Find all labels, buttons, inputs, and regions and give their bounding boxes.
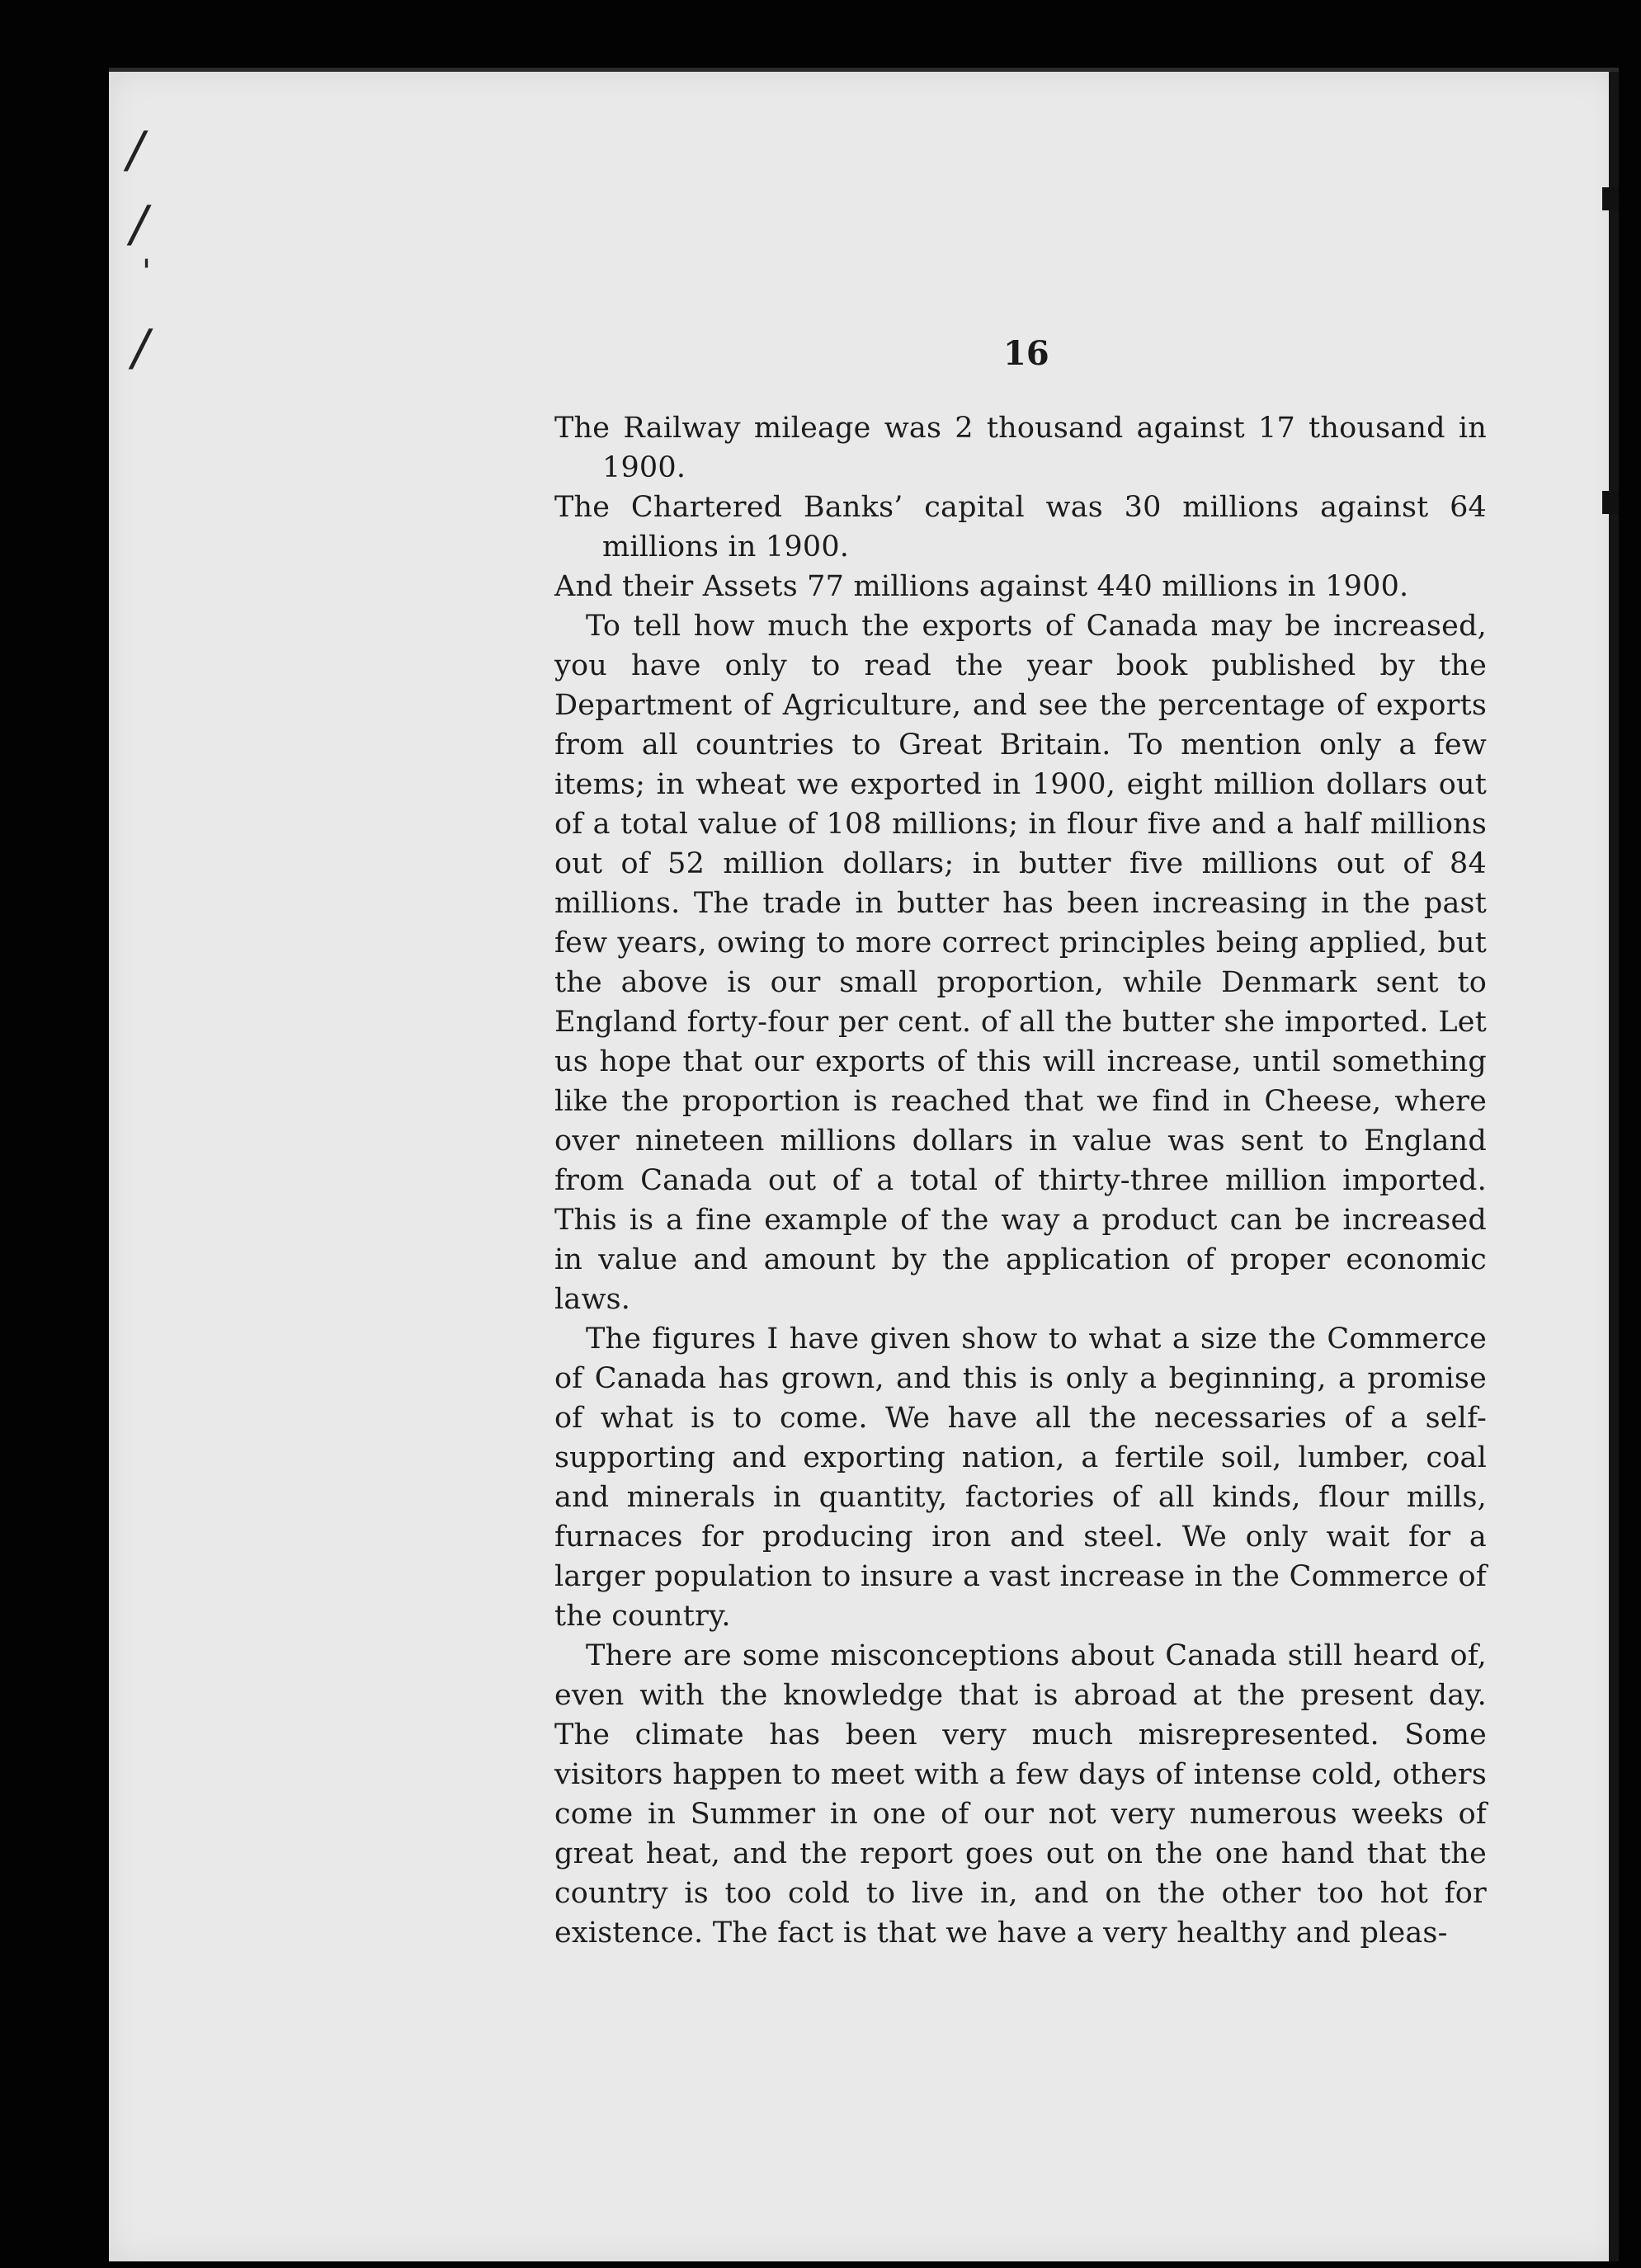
paragraph-climate: There are some misconceptions about Canada still heard of, even with the knowledge that is abroad at the present day. The climate has been very much misrepresented. Some visitors happen to meet with a few days of intense cold, others come in Summer in one of our not very numerous weeks of great heat, and the report goes out on the one hand that the country is too cold to live in, and on the other too hot for existence. The fact is that we have a very healthy and pleas- — [554, 1639, 1487, 1950]
stat-railway-mileage: The Railway mileage was 2 thousand against 17 thousand in 1900. — [554, 412, 1487, 484]
margin-pencil-mark-3: ' — [142, 253, 151, 291]
margin-pencil-mark-2: / — [130, 196, 148, 253]
stat-banks-assets: And their Assets 77 millions against 440 millions in 1900. — [554, 570, 1409, 603]
paragraph-exports: To tell how much the exports of Canada may be increased, you have only to read the year book published by the Department of Agriculture, and see the percentage of exports from all countries to Great Britain. To mention only a few items; in wheat we exported in 1900, eight million dollars out of a total value of 108 millions; in flour five and a half millions out of 52 million dollars; in butter five millions out of 84 millions. The trade in butter has been increasing in the past few years, owing to more correct principles being applied, but the above is our small proportion, while Denmark sent to England forty-four per cent. of all the butter she imported. Let us hope that our exports of this will increase, until something like the proportion is reached that we find in Cheese, where over nineteen millions dollars in value was sent to England from Canada out of a total of thirty-three million imported. This is a fine example of the way a product can be increased in value and amount by the application of proper economic laws. — [554, 610, 1487, 1316]
page-right-edge — [1609, 72, 1619, 2261]
margin-pencil-mark-4: / — [132, 319, 149, 377]
margin-pencil-mark-1: / — [127, 121, 144, 179]
paragraph-commerce: The figures I have given show to what a size the Commerce of Canada has grown, and this is only a beginning, a promise of what is to come. We have all the necessaries of a self-supporting and exporting nation, a fertile soil, lumber, coal and minerals in quantity, factories of all kinds, flour mills, furnaces for producing iron and steel. We only wait for a larger population to insure a vast increase in the Commerce of the country. — [554, 1323, 1487, 1633]
page-number: 16 — [1003, 334, 1049, 373]
body-text — [554, 408, 1487, 1953]
binding-mark-top — [1602, 187, 1619, 210]
stat-banks-capital: The Chartered Banks’ capital was 30 millions against 64 millions in 1900. — [554, 491, 1487, 563]
binding-mark-bottom — [1602, 491, 1619, 514]
scanned-page — [109, 68, 1619, 2261]
